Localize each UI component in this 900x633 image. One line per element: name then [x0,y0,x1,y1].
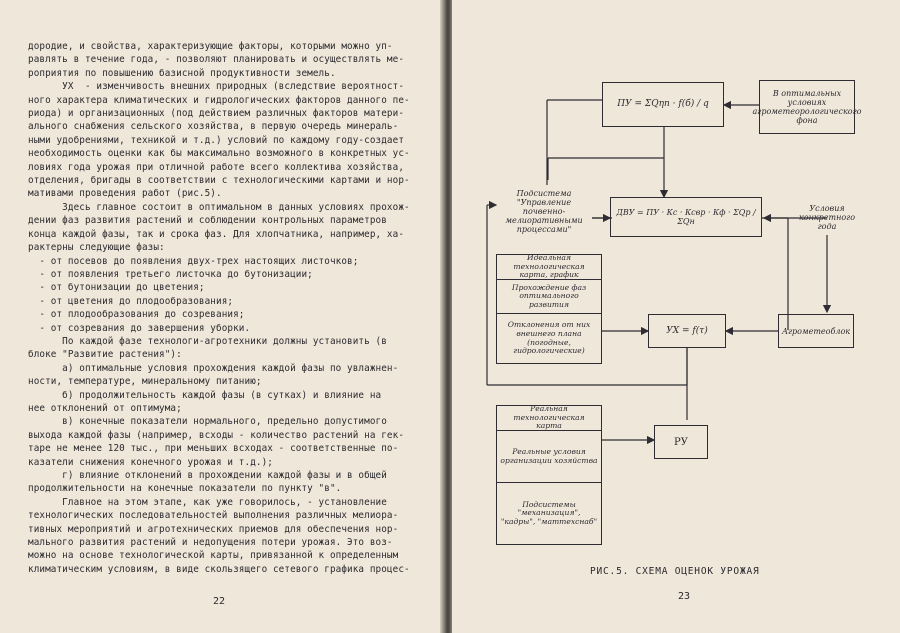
right-page [452,0,900,633]
text-line: По каждой фазе технологи-агротехники должны установить (в [28,335,387,347]
cell-deviations: Отклонения от них внешнего плана (погодные, гидрологические) [497,313,601,363]
text-line: рактерны следующие фазы: [28,242,165,254]
cell-real-map: Реальная технологическая карта [513,404,585,431]
text-line: г) влияние отклонений в прохождении каждой фазы и в общей [28,470,387,481]
text-line: - от созревания до завершения уборки. [28,322,251,334]
text-line: в) конечные показатели нормального, предельно допустимого [28,416,387,428]
text-line: продолжительности на конечные показатели по пункту "в". [28,483,342,495]
text-line: технологических последовательностей выполнения различных мелиора- [28,510,399,522]
real-yield-text: РУ [674,436,688,448]
text-line: ального снабжения сельского хозяйства, в первую очередь минераль- [28,121,399,133]
stack-real-conditions [496,405,602,545]
text-line: климатическим условиям, в виде скользящего сетевого графика процес- [28,563,410,575]
text-line: ности, температуре, минеральному питанию; [28,376,262,388]
stack-technology-plan [496,254,602,364]
text-line: дении фаз развития растений и соблюдении контрольных параметров [28,215,387,227]
text-line: таре не менее 120 тыс., при меньших всходах - соответственные по- [28,443,399,455]
cell-real-conditions: Реальные условия организации хозяйства [497,430,601,482]
text-line: нее отклонений от оптимума; [28,402,182,414]
box-agromet [778,314,854,348]
text-line: а) оптимальные условия прохождения каждой фазы по увлажнен- [28,362,399,374]
left-page [0,0,446,633]
cell-subsystems: Подсистемы "механизация", "кадры", "маттехснаб" [497,482,601,544]
text-line: отделения, бригады в соответствии с технологическими картами и нор- [28,175,410,187]
text-line: ного характера климатических и гидрологических факторов данного пе- [28,94,410,106]
box-real-yield [654,425,708,459]
text-line: ловиях года урожая при отличной работе всего коллектива хозяйства, [28,161,405,173]
box-yield-variability [648,314,726,348]
text-line: - от посевов до появления двух-трех настоящих листочков; [28,255,359,267]
page-number-left: 22 [213,596,226,607]
text-line: конца каждой фазы, так и срока фаз. Для хлопчатника, например, ха- [28,228,405,240]
box-subsystem-management [496,184,592,238]
page-number-right: 23 [678,591,691,602]
text-line: ными удобрениями, техникой и т.д.) условий по каждому году-создает [28,134,405,146]
text-line: необходимость оценки как бы максимально возможного в конкретных ус- [28,148,410,160]
text-line: Здесь главное состоит в оптимальном в данных условиях прохож- [28,201,410,213]
text-line: мативами проведения работ (рис.5). [28,188,222,200]
left-page-text [28,40,418,576]
cell-ideal-map: Идеальная технологическая карта, график [513,253,585,280]
text-line: б) продолжительность каждой фазы (в сутках) и влияние на [28,389,382,401]
text-line: - от цветения до плодообразования; [28,295,234,307]
text-line: блоке "Развитие растения"): [28,349,182,361]
max-possible-yield-formula: ДВУ = ПУ · Кс · Ксвр · Кф · ΣQр / ΣQн [616,208,756,226]
figure-caption: РИС.5. СХЕМА ОЦЕНОК УРОЖАЯ [590,566,760,577]
text-line: - от плодообразования до созревания; [28,309,245,321]
text-line: роприятия по повышению базисной продуктивности земель. [28,67,336,79]
text-line: мального развития растений и недопущения потери урожая. Это воз- [28,537,393,549]
text-line: - от появления третьего листочка до бутонизации; [28,268,313,280]
text-line: равлять в течение года, - позволяют планировать и осуществлять ме- [28,54,405,66]
potential-yield-formula: ПУ = ΣQηп · f(б) / q [617,99,709,109]
subsystem-management-text: Подсистема "Управление почвенно-мелиоративными процессами" [505,188,583,234]
text-line: риода) и организационных (под действием различных факторов матери- [28,108,405,120]
box-potential-yield [602,82,724,127]
cell-phases: Прохождение фаз оптимального развития [497,279,601,313]
box-year-conditions [790,200,864,235]
text-line: Главное на этом этапе, как уже говорилось, - установление [28,496,387,508]
text-line: тивных мероприятий и агротехнических приемов для обеспечения нор- [28,523,399,535]
text-line: дородие, и свойства, характеризующие факторы, которыми можно уп- [28,41,393,52]
agromet-text: Агрометеоблок [781,326,851,336]
text-line: УХ - изменчивость внешних природных (вследствие вероятност- [28,81,405,93]
text-line: казатели снижения конечного урожая и т.д.); [28,456,273,468]
text-line: - от бутонизации до цветения; [28,282,205,294]
text-line: выхода каждой фазы (например, всходы - количество растений на гек- [28,429,405,441]
optimal-conditions-text: В оптимальных условиях агрометеорологического фона [752,89,862,125]
text-line: можно на основе технологической карты, привязанной к определенным [28,550,399,562]
box-optimal-conditions [752,80,862,134]
year-conditions-text: Условия конкретного года [798,204,856,231]
box-max-possible-yield [610,197,762,237]
yield-variability-formula: УХ = f(τ) [666,325,708,336]
